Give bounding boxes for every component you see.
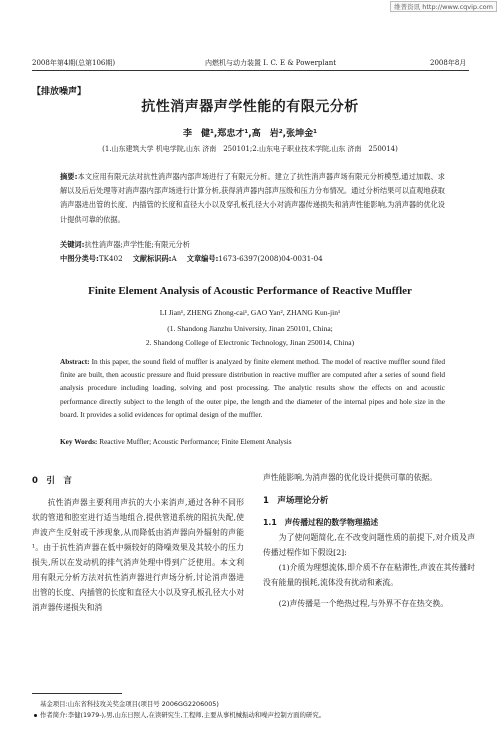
abstract-cn-label: 摘要: [60,172,78,181]
abstract-cn-text: 本文应用有限元法对抗性消声器内部声场进行了有限元分析。建立了抗性消声器声场有限元分析模型,通过加载、求解以及后后处理等对消声器内部声场进行计算分析,获得消声器内部声压级和压力分布情况。通过分析结果可以直观地获取消声器进出管的长度、内插管的长度和直径大小以及穿孔板孔径大小对消声器传递损失和消声性能影响,为消声器的优化设计提供可靠的依据。 [60,172,445,224]
keywords-cn-label: 关键词: [60,240,85,249]
abstract-cn [60,170,445,227]
intro-continuation: 声性能影响,为消声器的优化设计提供可靠的依据。 [263,473,438,482]
abstract-en-label: Abstract: [60,357,90,366]
section-tag: 【排放噪声】 [32,87,87,97]
classification-line [60,254,323,264]
clc-value: TK402 [98,254,123,263]
body-column-left [32,470,244,615]
header-issue: 2008年第4期(总第106期) [32,59,116,67]
clc-label: 中图分类号: [60,254,99,263]
keywords-en-label: Key Words: [60,437,98,446]
intro-heading: 0 引 言 [32,476,72,486]
affiliation-cn: (1.山东建筑大学 机电学院,山东 济南 250101;2.山东电子职业技术学院,山东 济南 250014) [102,145,398,153]
header-date: 2008年8月 [430,59,467,67]
keywords-en-text: Reactive Muffler; Acoustic Performance; Finite Element Analysis [99,437,292,446]
section-1-heading: 1 声场理论分析 [263,496,329,506]
footnote-rule [32,693,122,694]
keywords-cn-text: 抗性消声器;声学性能;有限元分析 [84,240,190,249]
title-en: Finite Element Analysis of Acoustic Performance of Reactive Muffler [88,285,412,297]
authors-en: LI Jian¹, ZHENG Zhong-cai¹, GAO Yan², ZHANG Kun-jin¹ [159,308,341,317]
section-1-1-heading: 1.1 声传播过程的数学物理描述 [263,518,379,527]
watermark: 维普资讯 http://www.cqvip.com [390,1,497,12]
doc-code-label: 文献标识码: [132,254,172,263]
title-cn: 抗性消声器声学性能的有限元分析 [141,99,359,115]
authors-cn: 李 健¹,郑忠才¹,高 岩²,张坤金¹ [182,129,318,139]
abstract-en-text: In this paper, the sound field of muffler is analyzed by finite element method. The model of reactive muffler sound filed finite are built, then acoustic pressure and fluid pressure distribution in reactive muffler are computed after a series of sound field analysis procedure including loading, solving and post processing. The analytic results show the effects on and acoustic performance directly subject to the length of the outer pipe, the length and the diameter of the internal pipes and hole size in the board. It provides a solid evidences for optimal design of the muffler. [60,357,446,419]
footnote-fund: 基金项目:山东省科技攻关奖金项目(项目号 2006GG2206005) [40,700,219,708]
doc-code-value: A [171,254,177,263]
abstract-en [60,355,445,421]
intro-paragraph: 抗性消声器主要利用声抗的大小来消声,通过各种不同形状的管道和腔室进行适当地组合,提供管道系统的阻抗失配,使声波产生反射或干涉现象,从而降低由消声器向外辐射的声能¹。由于抗性消声器在低中频较好的降噪效果及其较小的压力损失,所以在发动机的排气消声处理中得到广泛使用。本文利用有限元分析方法对抗性消声器进行声场分析,讨论消声器进出管的长度、内插管的长度和直径大小以及穿孔板孔径大小对消声器传递损失和消 [32,498,244,612]
footnote-bullet [34,714,37,717]
footnote-author: 作者简介:李健(1979-),男,山东日照人,在读研究生,工程师,主要从事机械振动和噪声控制方面的研究。 [40,711,326,719]
affiliation-en-2: 2. Shandong College of Electronic Technology, Jinan 250014, China) [145,338,355,347]
assumption-1: (1)介质为理想流体,即介质不存在粘滞性,声波在其传播时没有能量的损耗,流体没有扰动和紊流。 [263,563,475,587]
article-no-label: 文章编号: [186,254,219,263]
keywords-cn [60,240,190,250]
header-journal: 内燃机与动力装置 I. C. E & Powerplant [205,59,337,67]
header-rule [32,70,469,71]
keywords-en [60,437,292,446]
article-no-value: 1673-6397(2008)04-0031-04 [218,254,323,263]
affiliation-en-1: (1. Shandong Jianzhu University, Jinan 250101, China; [167,324,333,333]
assumption-2: (2)声传播是一个绝热过程,与外界不存在热交换。 [278,599,449,608]
section-1-1-intro: 为了使问题简化,在不改变问题性质的前提下,对介质及声传播过程作如下假设[2]: [263,533,475,557]
body-column-right [263,470,475,611]
